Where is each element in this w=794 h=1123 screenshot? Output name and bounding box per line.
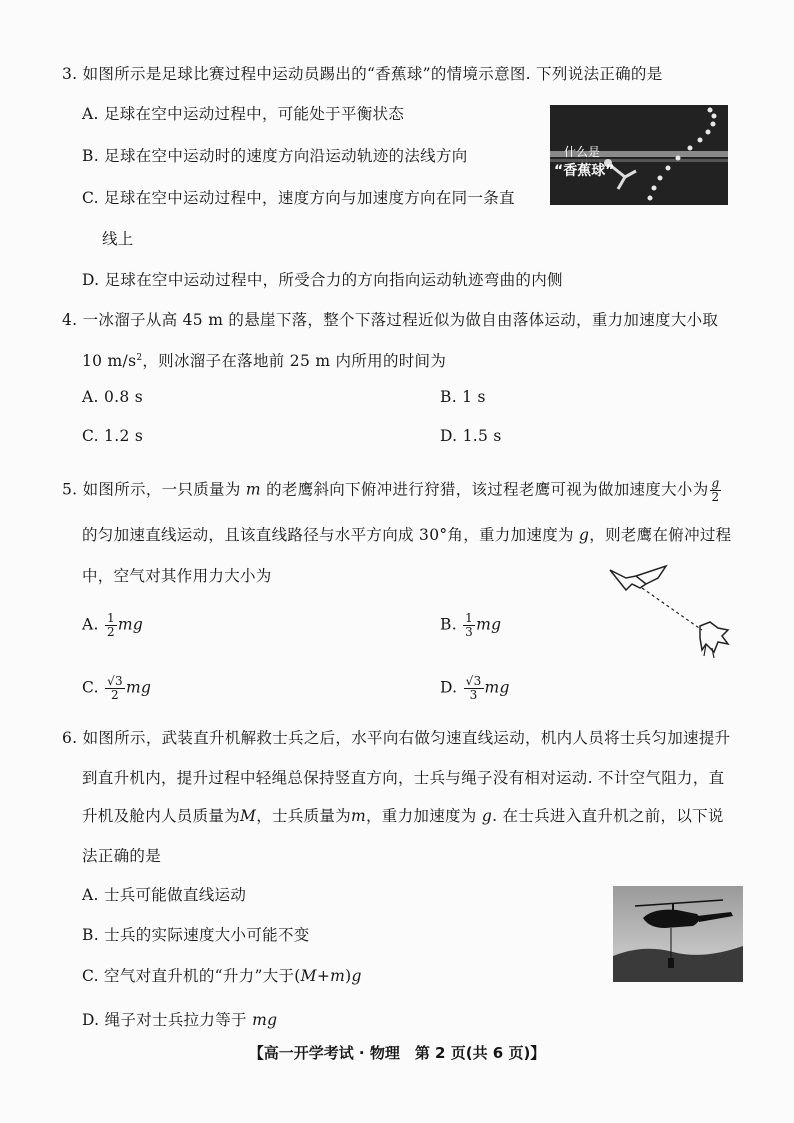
g-over-2-fraction: $\frac{g}{2}$ [711, 476, 720, 504]
q5-option-d: D. $\frac{√3}{3}$ mg [440, 674, 510, 702]
page-footer: 【高一开学考试 · 物理 第 2 页(共 6 页)】 [248, 1044, 546, 1062]
q3-option-b: B. 足球在空中运动时的速度方向沿运动轨迹的法线方向 [82, 147, 468, 165]
q6-stem-cont3: 法正确的是 [82, 847, 162, 865]
q4-option-d: D. 1.5 s [440, 427, 502, 445]
q4-stem-cont: 10 $m/s^2$，则冰溜子在落地前 25 m 内所用的时间为 [82, 352, 447, 371]
q6-stem-cont: 到直升机内，提升过程中轻绳总保持竖直方向，士兵与绳子没有相对运动. 不计空气阻力，直 [82, 769, 725, 787]
q5-option-c: C. $\frac{√3}{2}$ mg [82, 674, 152, 702]
banana-kick-caption-1: 什么是 [564, 145, 601, 159]
q4-option-c: C. 1.2 s [82, 427, 144, 445]
q3-option-d: D. 足球在空中运动过程中，所受合力的方向指向运动轨迹弯曲的内侧 [82, 271, 563, 289]
banana-kick-caption-2: “香蕉球” [554, 163, 615, 179]
q6-stem-cont2: 升机及舱内人员质量为M，士兵质量为m，重力加速度为 g. 在士兵进入直升机之前，以下说 [82, 807, 724, 825]
q5-option-a: A. $\frac{1}{2}$ mg [82, 611, 144, 639]
q5-stem-cont: 的匀加速直线运动，且该直线路径与水平方向成 30°角，重力加速度为 g，则老鹰在俯冲过程 [82, 526, 732, 544]
q6-option-b: B. 士兵的实际速度大小可能不变 [82, 926, 310, 944]
helicopter-rescue-photo [613, 886, 743, 982]
q4-option-a: A. 0.8 s [82, 388, 143, 406]
q4-stem: 4. 一冰溜子从高 45 m 的悬崖下落，整个下落过程近似为做自由落体运动，重力加速度大小取 [62, 311, 719, 329]
q4-option-b: B. 1 s [440, 388, 486, 406]
banana-kick-photo [550, 105, 728, 205]
q6-option-d: D. 绳子对士兵拉力等于 mg [82, 1011, 278, 1029]
q3-option-c: C. 足球在空中运动过程中，速度方向与加速度方向在同一条直 [82, 189, 515, 207]
q6-option-c: C. 空气对直升机的“升力”大于(M+m)g [82, 967, 362, 985]
q3-option-c-cont: 线上 [102, 230, 134, 248]
diving-eagle-diagram [606, 564, 736, 664]
q5-stem-cont2: 中，空气对其作用力大小为 [82, 567, 272, 585]
q6-option-a: A. 士兵可能做直线运动 [82, 886, 247, 904]
q3-option-a: A. 足球在空中运动过程中，可能处于平衡状态 [82, 105, 405, 123]
q5-stem: 5. 如图所示，一只质量为 m 的老鹰斜向下俯冲进行狩猎，该过程老鹰可视为做加速度大小为 $\frac{g}{2}$ [62, 476, 720, 504]
q3-stem: 3. 如图所示是足球比赛过程中运动员踢出的“香蕉球”的情境示意图. 下列说法正确的是 [62, 65, 663, 83]
q6-stem: 6. 如图所示，武装直升机解救士兵之后，水平向右做匀速直线运动，机内人员将士兵匀加速提升 [62, 729, 731, 747]
q5-option-b: B. $\frac{1}{3}$ mg [440, 611, 502, 639]
